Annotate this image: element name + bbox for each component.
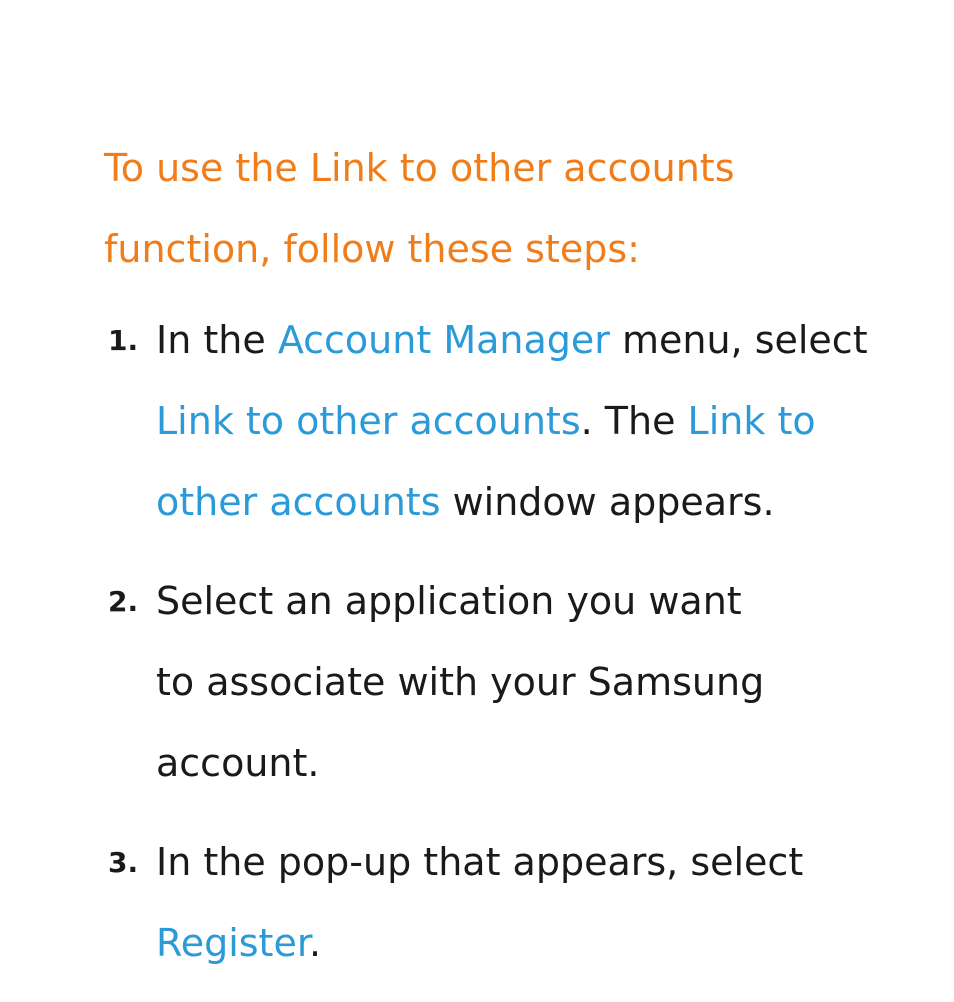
step-item (104, 822, 944, 984)
step-line (156, 381, 944, 462)
step-text: . (308, 921, 322, 965)
intro-line: function, follow these steps: (104, 227, 640, 271)
button-name-register: Register (156, 921, 309, 965)
step-text: account. (156, 741, 320, 785)
step-line (156, 903, 944, 984)
step-text: Select an application you want (156, 579, 742, 623)
steps-list (104, 300, 944, 1002)
step-line (156, 300, 944, 381)
step-item (104, 300, 944, 543)
intro-line: To use the Link to other accounts (104, 146, 735, 190)
window-name-link-to-other-accounts: other accounts (156, 480, 441, 524)
window-name-link-to-other-accounts: Link to (687, 399, 816, 443)
menu-name-account-manager: Account Manager (277, 318, 610, 362)
menu-item-link-to-other-accounts: Link to other accounts (156, 399, 581, 443)
step-line (156, 642, 944, 723)
step-line (156, 723, 944, 804)
step-text: . The (580, 399, 688, 443)
step-text: In the (156, 318, 278, 362)
step-line (156, 462, 944, 543)
step-number: 3. (108, 846, 139, 879)
step-number: 1. (108, 324, 139, 357)
step-line (156, 561, 944, 642)
step-text: menu, select (609, 318, 868, 362)
step-item (104, 561, 944, 804)
step-text: window appears. (440, 480, 775, 524)
step-number: 2. (108, 585, 139, 618)
step-text: In the pop-up that appears, select (156, 840, 804, 884)
step-text: to associate with your Samsung (156, 660, 765, 704)
intro-heading (104, 128, 924, 290)
step-line (156, 822, 944, 903)
